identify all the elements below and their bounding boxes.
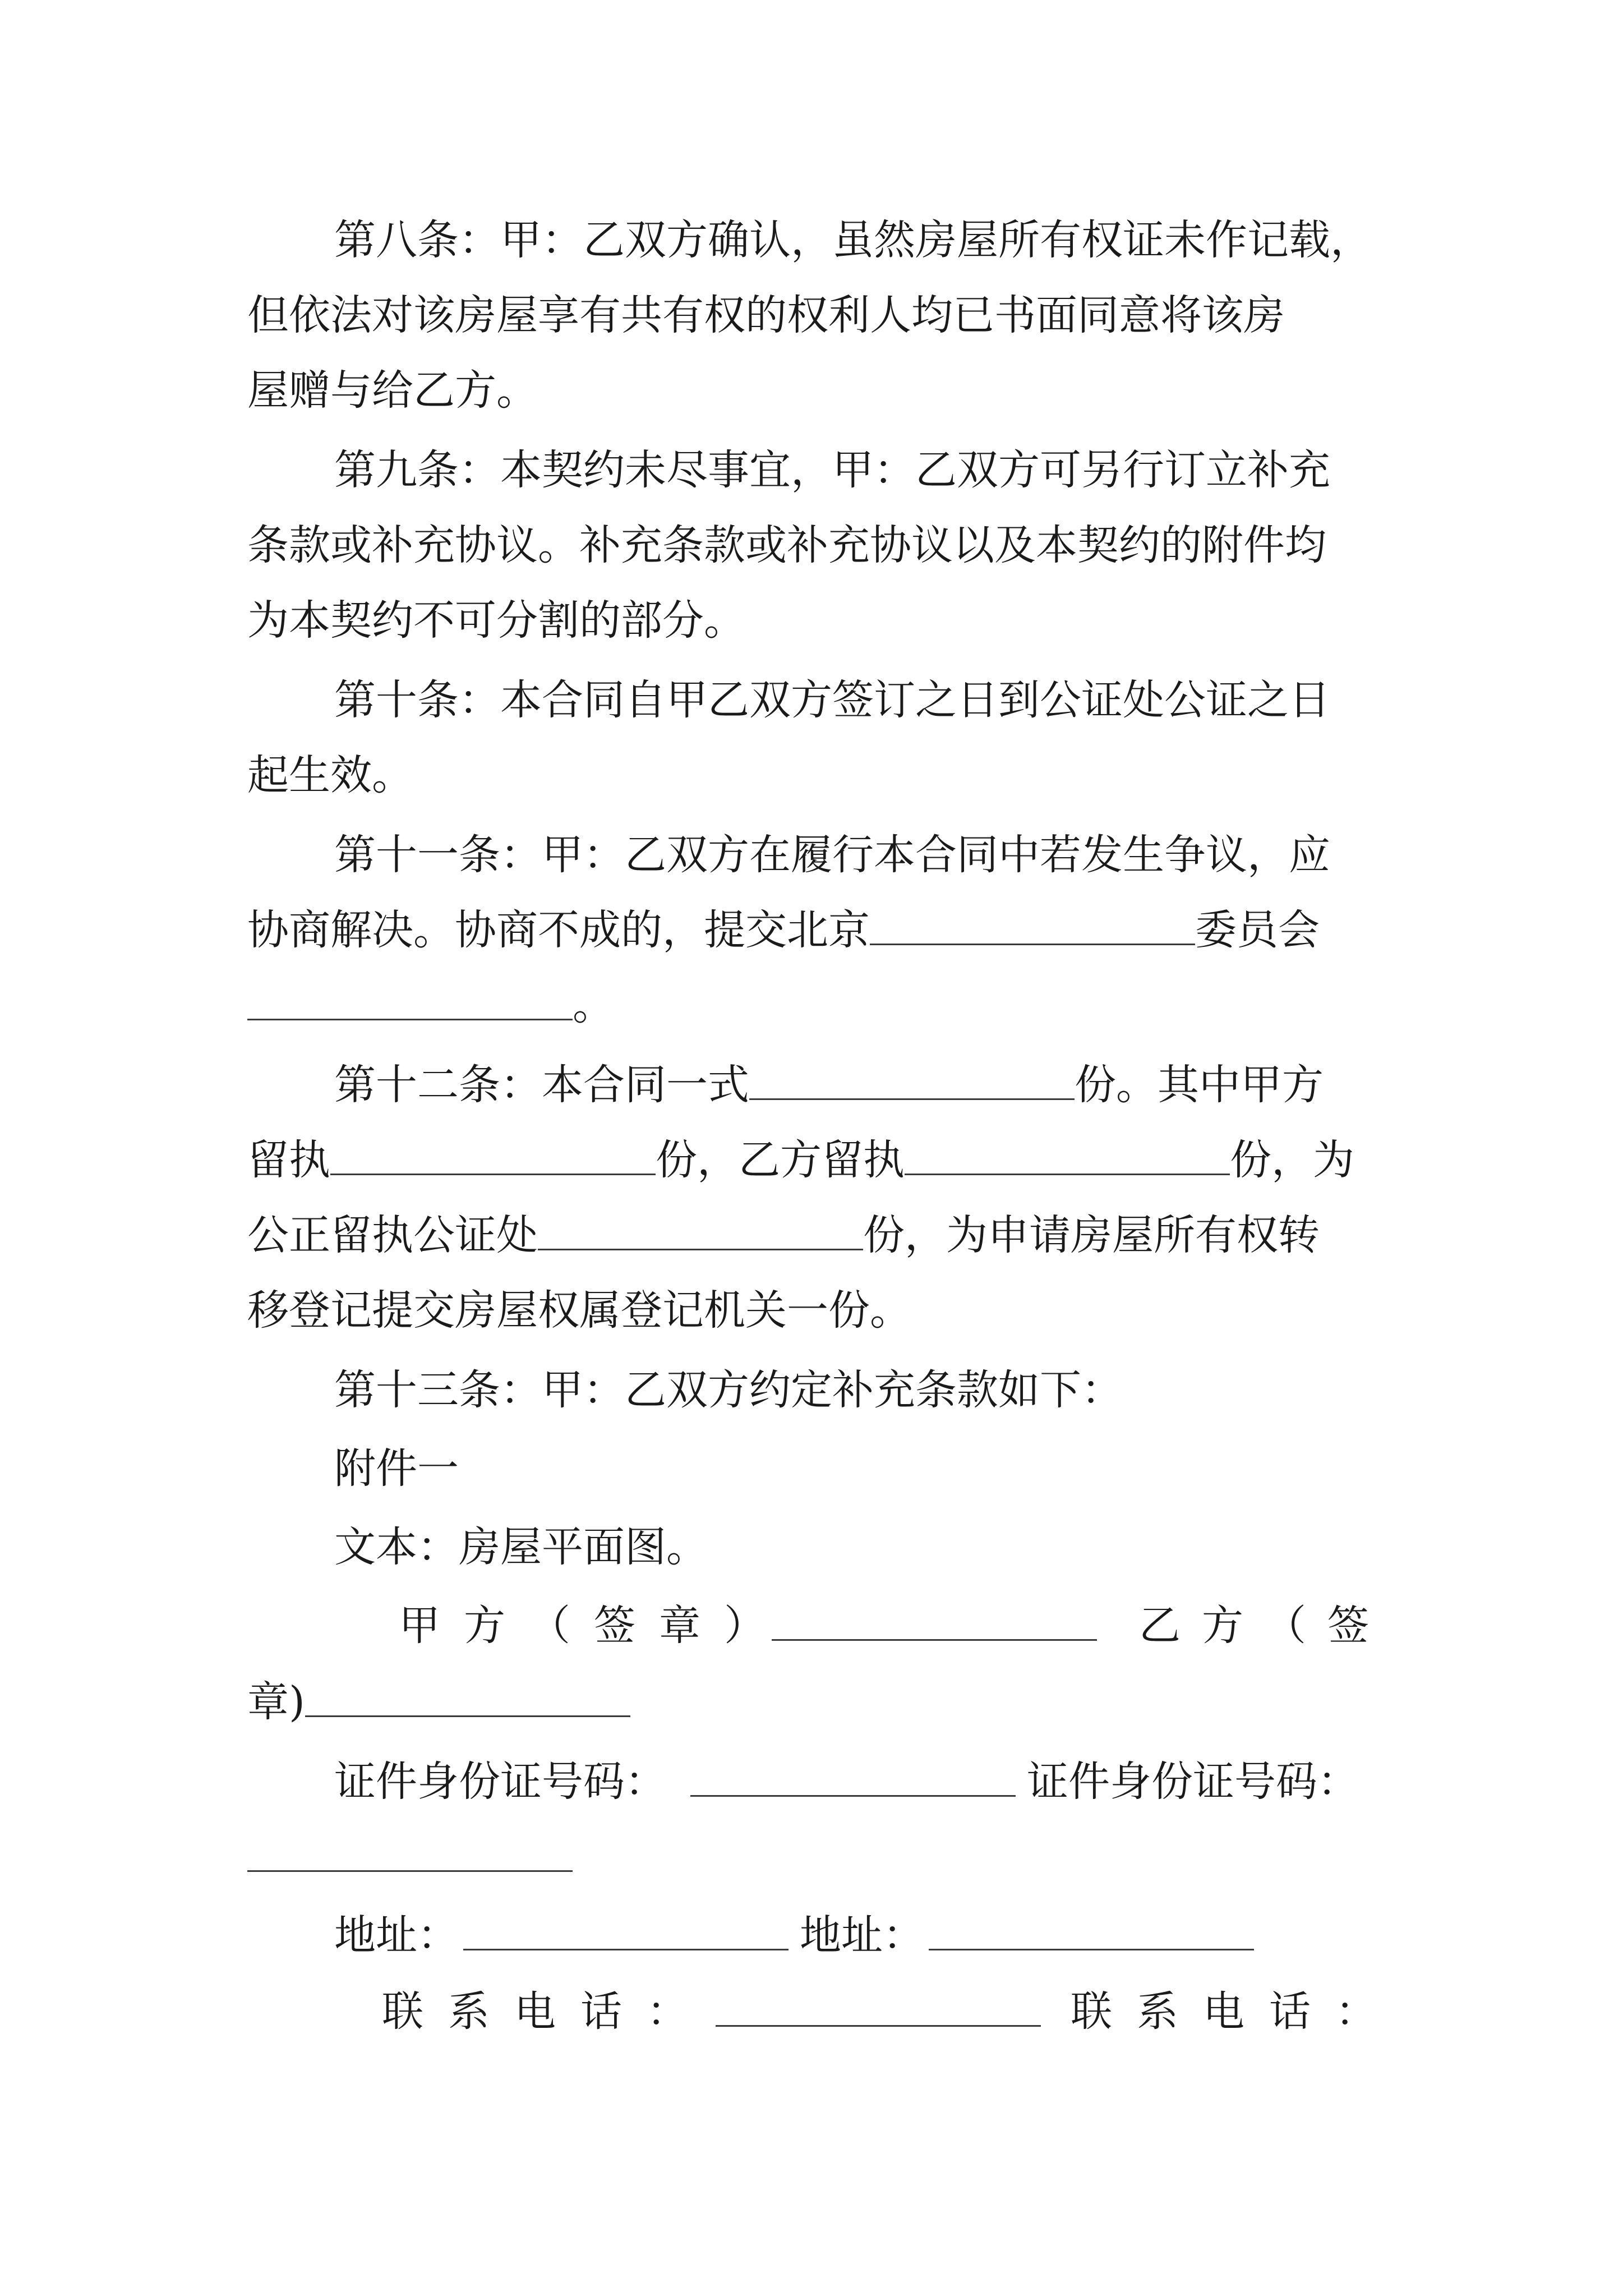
article-12-text-3a: 公正留执公证处 [247, 1211, 538, 1259]
attachment-title: 附件一 [334, 1444, 459, 1493]
id-number-line [247, 1755, 1380, 1809]
total-copies-blank[interactable] [749, 1058, 1075, 1100]
article-11-text-1: 第十一条：甲：乙双方在履行本合同中若发生争议，应 [334, 831, 1330, 879]
party-b-signature-label: 乙方（签 [1139, 1602, 1390, 1650]
article-10-line-2 [247, 748, 413, 802]
article-11-line-1 [247, 828, 1330, 882]
party-b-id-blank[interactable] [247, 1830, 573, 1872]
attachment-text: 文本：房屋平面图。 [334, 1523, 708, 1571]
article-8-text-2: 但依法对该房屋享有共有权的权利人均已书面同意将该房 [247, 291, 1285, 339]
attachment-text-line [247, 1520, 708, 1574]
article-10-line-1 [247, 673, 1330, 727]
signature-line-2 [247, 1675, 630, 1729]
article-10-text-2: 起生效。 [247, 751, 413, 799]
article-12-line-2 [247, 1133, 1354, 1187]
article-8-text-1: 第八条：甲：乙双方确认，虽然房屋所有权证未作记载， [334, 216, 1372, 264]
address-line [247, 1908, 1380, 1962]
article-8-line-2 [247, 288, 1285, 342]
article-9-line-2 [247, 518, 1326, 572]
party-a-phone-label: 联系电话： [382, 1987, 713, 2036]
article-12-line-4 [247, 1283, 911, 1337]
article-10-text-1: 第十条：本合同自甲乙双方签订之日到公证处公证之日 [334, 676, 1330, 724]
article-12-text-1b: 份。其中甲方 [1075, 1061, 1324, 1109]
article-9-text-3: 为本契约不可分割的部分。 [247, 596, 745, 645]
party-a-signature-blank[interactable] [772, 1599, 1097, 1641]
article-11-line-2 [247, 903, 1320, 957]
party-b-address-label: 地址： [800, 1911, 924, 1959]
article-12-text-1a: 第十二条：本合同一式 [334, 1061, 749, 1109]
article-12-text-2c: 份，为 [1230, 1136, 1354, 1184]
party-a-copies-blank[interactable] [330, 1133, 656, 1175]
article-13-line-1 [247, 1363, 1123, 1417]
party-b-signature-suffix: 章) [247, 1678, 305, 1726]
article-12-line-3 [247, 1208, 1320, 1262]
article-11-text-3: 。 [573, 981, 614, 1029]
article-12-line-1 [247, 1058, 1324, 1112]
notary-copies-blank[interactable] [538, 1208, 863, 1250]
article-9-line-1 [247, 443, 1330, 497]
article-11-text-2b: 委员会 [1195, 906, 1320, 954]
party-b-id-label: 证件身份证号码： [1027, 1757, 1359, 1806]
signature-line-1 [247, 1599, 1390, 1653]
phone-line [247, 1985, 1401, 2039]
id-number-line-2 [247, 1830, 573, 1884]
party-a-id-blank[interactable] [690, 1755, 1016, 1797]
party-b-phone-label: 联系电话： [1071, 1987, 1401, 2036]
article-8-line-1 [247, 213, 1372, 267]
article-8-text-3: 屋赠与给乙方。 [247, 366, 538, 415]
party-b-signature-blank[interactable] [305, 1675, 630, 1717]
party-a-address-label: 地址： [334, 1911, 459, 1959]
arbitration-committee-blank[interactable] [247, 978, 573, 1020]
article-12-text-2a: 留执 [247, 1136, 330, 1184]
article-12-text-3b: 份，为申请房屋所有权转 [863, 1211, 1320, 1259]
article-12-text-2b: 份，乙方留执 [656, 1136, 905, 1184]
article-9-text-2: 条款或补充协议。补充条款或补充协议以及本契约的附件均 [247, 521, 1326, 569]
party-a-id-label: 证件身份证号码： [334, 1757, 666, 1806]
arbitration-body-blank[interactable] [870, 903, 1195, 945]
party-a-phone-blank[interactable] [716, 1985, 1041, 2027]
article-9-text-1: 第九条：本契约未尽事宜，甲：乙双方可另行订立补充 [334, 446, 1330, 494]
article-9-line-3 [247, 593, 745, 647]
article-11-text-2a: 协商解决。协商不成的，提交北京 [247, 906, 870, 954]
party-b-copies-blank[interactable] [905, 1133, 1230, 1175]
attachment-title-line [247, 1442, 459, 1496]
article-13-text-1: 第十三条：甲：乙双方约定补充条款如下： [334, 1366, 1123, 1414]
party-a-address-blank[interactable] [463, 1908, 789, 1950]
article-8-line-3 [247, 364, 538, 417]
party-a-signature-label: 甲方（签章） [399, 1602, 789, 1650]
article-12-text-4: 移登记提交房屋权属登记机关一份。 [247, 1286, 911, 1335]
article-11-line-3 [247, 978, 614, 1032]
party-b-address-blank[interactable] [929, 1908, 1254, 1950]
